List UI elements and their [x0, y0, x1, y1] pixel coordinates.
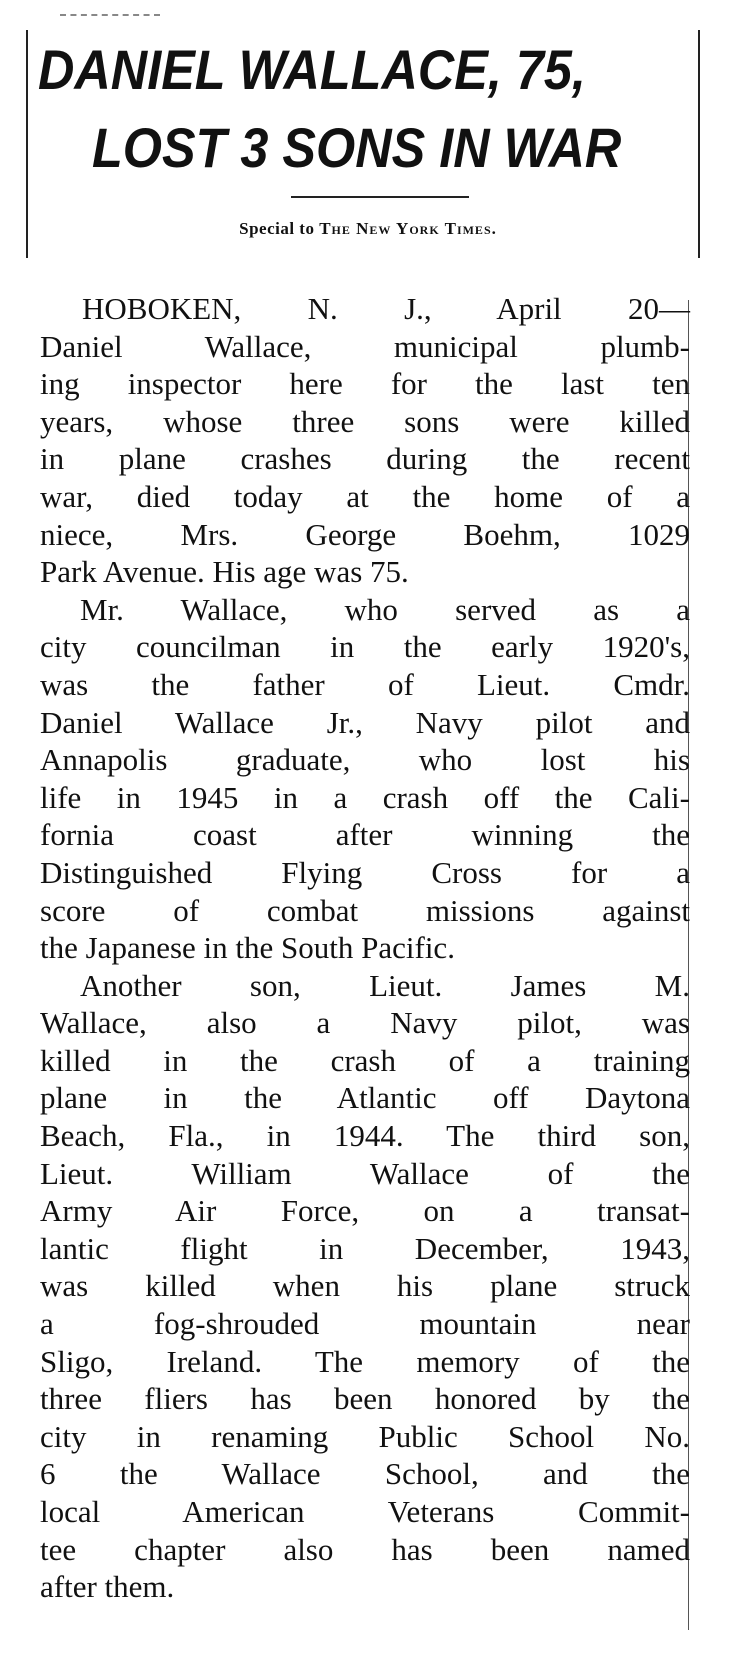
article-line: Annapolis graduate, who lost his [40, 742, 690, 778]
article-line: plane in the Atlantic off Daytona [40, 1080, 690, 1116]
article-line: was the father of Lieut. Cmdr. [40, 666, 690, 702]
article-line: a fog-shrouded mountain near [40, 1306, 690, 1342]
article-line: city in renaming Public School No. [40, 1418, 690, 1454]
article-line: Daniel Wallace Jr., Navy pilot and [40, 704, 690, 740]
article-line: in plane crashes during the recent [40, 441, 690, 477]
byline-credit [0, 219, 736, 239]
article-line: Distinguished Flying Cross for a [40, 854, 690, 890]
article-line: Another son, Lieut. James M. [80, 967, 690, 1003]
article-line: life in 1945 in a crash off the Cali- [40, 779, 690, 815]
article-line: was killed when his plane struck [40, 1268, 690, 1304]
article-line: fornia coast after winning the [40, 817, 690, 853]
article-line: Army Air Force, on a transat- [40, 1193, 690, 1229]
article-line: Park Avenue. His age was 75. [40, 554, 409, 590]
article-line: 6 the Wallace School, and the [40, 1456, 690, 1492]
article-line: Wallace, also a Navy pilot, was [40, 1005, 690, 1041]
article-line: the Japanese in the South Pacific. [40, 930, 455, 966]
article-line: killed in the crash of a training [40, 1042, 690, 1078]
headline-line-1: DANIEL WALLACE, 75, [38, 38, 586, 101]
article-line: Lieut. William Wallace of the [40, 1155, 690, 1191]
article-line: years, whose three sons were killed [40, 403, 690, 439]
article-line: score of combat missions against [40, 892, 690, 928]
article-line: Daniel Wallace, municipal plumb- [40, 328, 690, 364]
article-line: war, died today at the home of a [40, 478, 690, 514]
top-edge-dashes [60, 14, 160, 18]
credit-prefix: Special to [239, 219, 315, 238]
article-line: three fliers has been honored by the [40, 1381, 690, 1417]
article-line: niece, Mrs. George Boehm, 1029 [40, 516, 690, 552]
article-line: Beach, Fla., in 1944. The third son, [40, 1118, 690, 1154]
article-line: after them. [40, 1569, 175, 1605]
article-line: tee chapter also has been named [40, 1531, 690, 1567]
article-line: local American Veterans Commit- [40, 1494, 690, 1529]
article-line: city councilman in the early 1920's, [40, 629, 690, 665]
article-line: Sligo, Ireland. The memory of the [40, 1343, 690, 1379]
headline-line-2: LOST 3 SONS IN WAR [92, 116, 622, 179]
credit-paper-name: The New York Times. [319, 219, 497, 238]
article-body [40, 290, 690, 1606]
article-line: Mr. Wallace, who served as a [80, 591, 690, 627]
headline-divider [291, 196, 469, 198]
article-line: ing inspector here for the last ten [40, 366, 690, 402]
article-line: lantic flight in December, 1943, [40, 1230, 690, 1266]
article-line: HOBOKEN, N. J., April 20— [82, 291, 690, 326]
